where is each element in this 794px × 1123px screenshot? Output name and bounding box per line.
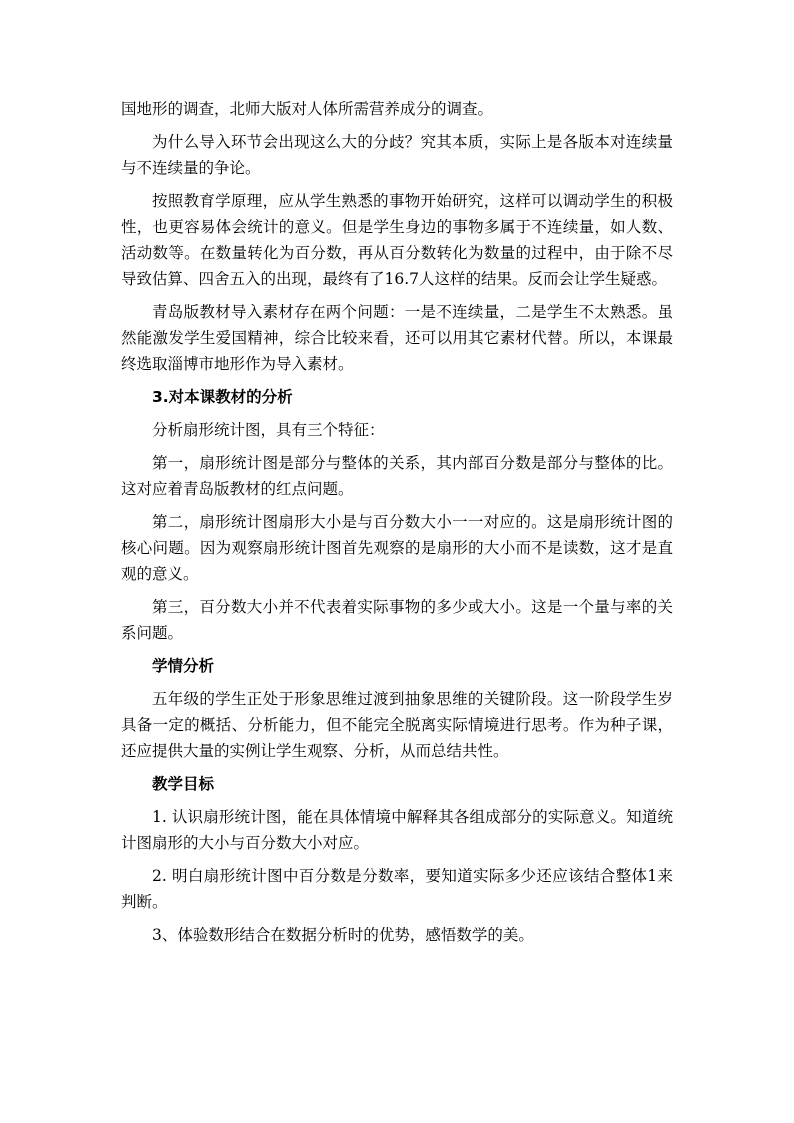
section-heading-student-analysis: 学情分析: [152, 657, 215, 675]
paragraph-qingdao-material: 青岛版教材导入素材存在两个问题：一是不连续量，二是学生不太熟悉。虽然能激发学生爱国精神，综合比较来看，还可以用其它素材代替。所以，本课最终选取淄博市地形作为导入素材。: [121, 303, 673, 373]
section-heading-textbook-analysis: 3.对本课教材的分析: [152, 388, 293, 406]
section-heading-teaching-goals: 教学目标: [152, 775, 215, 793]
paragraph-student-analysis: 五年级的学生正处于形象思维过渡到抽象思维的关键阶段。这一阶段学生岁具备一定的概括、分析能力，但不能完全脱离实际情境进行思考。作为种子课，还应提供大量的实例让学生观察、分析，从而总结共性。: [121, 690, 673, 760]
paragraph-feature-three: 第三，百分数大小并不代表着实际事物的多少或大小。这是一个量与率的关系问题。: [121, 598, 673, 642]
paragraph-pedagogy-principle: 按照教育学原理，应从学生熟悉的事物开始研究，这样可以调动学生的积极性，也更容易体会统计的意义。但是学生身边的事物多属于不连续量，如人数、活动数等。在数量转化为百分数，再从百分数转化为数量的过程中，由于除不尽导致估算、四舍五入的出现，最终有了16.7人这样的结果。反而会让学生疑惑。: [121, 192, 673, 288]
paragraph-divergence-question: 为什么导入环节会出现这么大的分歧？究其本质，实际上是各版本对连续量与不连续量的争论。: [121, 133, 673, 177]
document-body: [121, 96, 673, 948]
paragraph-feature-one: 第一，扇形统计图是部分与整体的关系，其内部百分数是部分与整体的比。这对应着青岛版教材的红点问题。: [121, 454, 673, 498]
paragraph-goal-three: 3、体验数形结合在数据分析时的优势，感悟数学的美。: [152, 926, 534, 944]
paragraph-three-features: 分析扇形统计图，具有三个特征：: [152, 421, 385, 439]
paragraph-goal-two: 2. 明白扇形统计图中百分数是分数率，要知道实际多少还应该结合整体1来判断。: [121, 867, 673, 911]
paragraph-feature-two: 第二，扇形统计图扇形大小是与百分数大小一一对应的。这是扇形统计图的核心问题。因为观察扇形统计图首先观察的是扇形的大小而不是读数，这才是直观的意义。: [121, 513, 673, 583]
paragraph-continued: 国地形的调查，北师大版对人体所需营养成分的调查。: [121, 100, 494, 118]
paragraph-goal-one: 1. 认识扇形统计图，能在具体情境中解释其各组成部分的实际意义。知道统计图扇形的大小与百分数大小对应。: [121, 808, 673, 852]
